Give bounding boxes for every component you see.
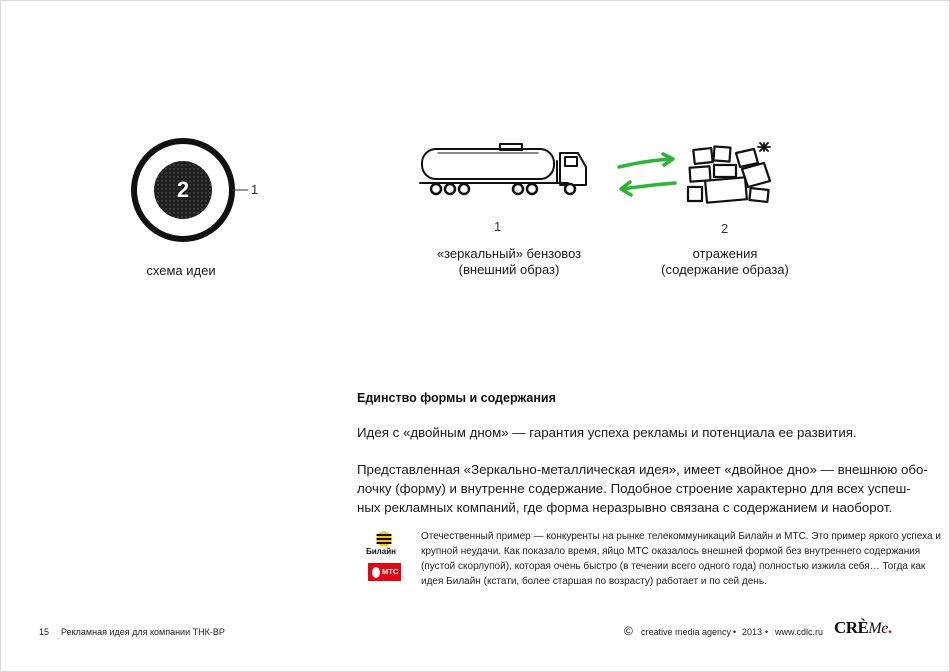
section-heading: Единство формы и содержания xyxy=(357,391,556,405)
paragraph-2-line: ных рекламных компаний, где форма неразрывно связана с содержанием и наоборот. xyxy=(357,500,893,515)
mts-egg-icon xyxy=(371,565,381,579)
agency-name: creative media agency xyxy=(641,627,732,637)
logo-text-1: CRÈ xyxy=(834,618,869,637)
site-url[interactable]: www.cdlc.ru xyxy=(775,627,824,637)
copyright-icon: © xyxy=(624,624,633,638)
section-paragraph-1: Идея с «двойным дном» — гарантия успеха рекламы и потенциала ее развития. xyxy=(357,425,857,440)
brand-logo xyxy=(834,618,892,638)
example-line: (пустой скорлупой), которая очень быстро (в течении всего одного года) полностью изжила себя… Тогда как xyxy=(421,561,926,572)
page-number: 15 xyxy=(39,627,50,637)
mts-label: МТС xyxy=(382,567,399,576)
mts-logo xyxy=(368,563,401,581)
beeline-label: Билайн xyxy=(366,547,396,556)
tanker-caption-line1: «зеркальный» бензовоз xyxy=(436,246,582,261)
reflections-caption-line1: отражения xyxy=(692,246,758,261)
reflections-caption-line2: (содержание образа) xyxy=(661,262,789,277)
idea-scheme-diagram xyxy=(129,136,269,246)
separator-dot-icon: • xyxy=(733,627,737,637)
example-line: Отечественный пример — конкуренты на рынке телекоммуникаций Билайн и МТС. Это пример яркого успеха и xyxy=(421,531,941,542)
reflections-icon xyxy=(684,141,780,209)
separator-dot-icon: • xyxy=(765,627,769,637)
example-line: крупной неудачи. Как показало время, яйцо МТС оказалось внешней формой без внутреннего содержания xyxy=(421,546,921,557)
logo-text-2: Me xyxy=(868,620,888,637)
logo-dot-icon: . xyxy=(887,618,892,637)
document-title: Рекламная идея для компании ТНК-ВР xyxy=(61,627,225,637)
tanker-number: 1 xyxy=(494,219,502,234)
core-number: 2 xyxy=(176,177,190,202)
reflections-number: 2 xyxy=(721,221,729,236)
example-text xyxy=(421,529,941,589)
beeline-logo-icon xyxy=(374,531,394,547)
paragraph-2-line: лочку (форму) и внутренне содержание. Подобное строение характерно для всех успеш- xyxy=(357,481,911,496)
scheme-caption: схема идеи xyxy=(146,263,216,278)
example-line: идея Билайн (кстати, более старшая по возрасту) работает и по сей день. xyxy=(421,576,767,587)
tanker-caption-line2: (внешний образ) xyxy=(458,262,560,277)
section-paragraph-2 xyxy=(357,460,937,517)
paragraph-2-line: Представленная «Зеркально-металлическая идея», имеет «двойное дно» — внешнюю обо- xyxy=(357,462,928,477)
ring-number: 1 xyxy=(251,182,259,197)
tanker-truck-icon xyxy=(418,141,590,203)
exchange-arrows-icon xyxy=(613,151,681,201)
year: 2013 xyxy=(742,627,763,637)
